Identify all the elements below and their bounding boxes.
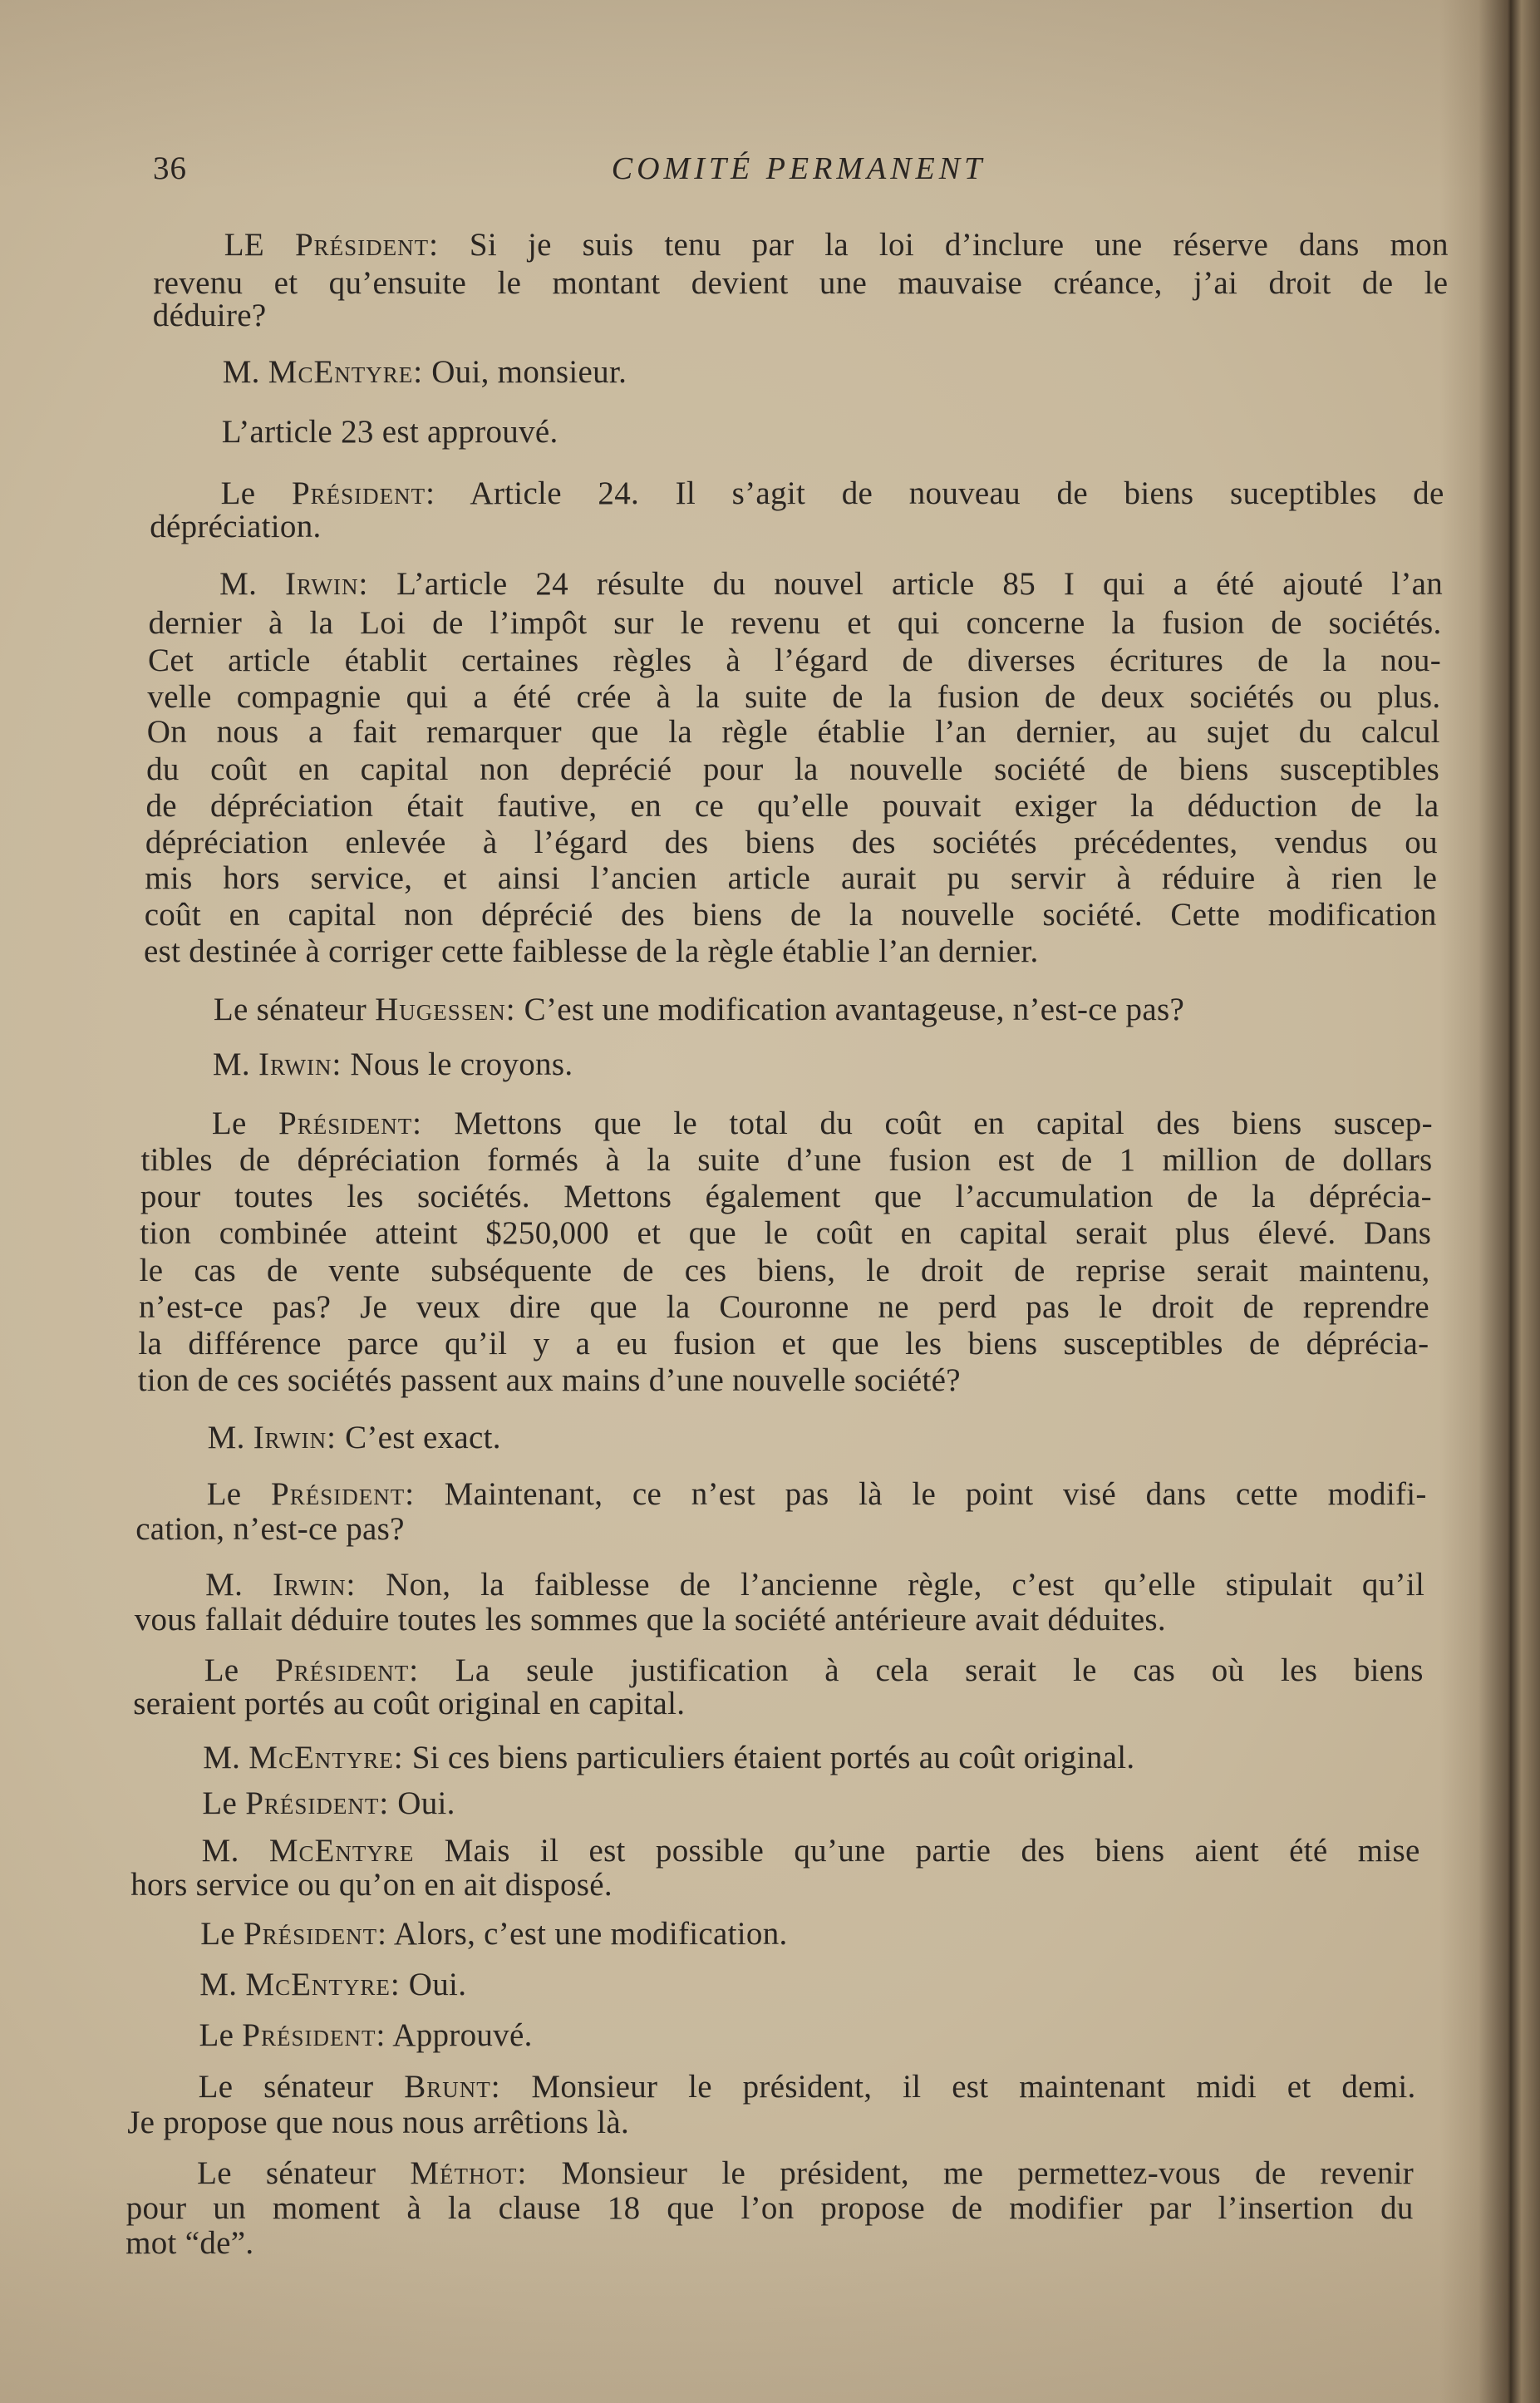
line-text: Oui. bbox=[408, 1966, 467, 2002]
speaker-name: McEntyre bbox=[268, 1833, 415, 1869]
paragraph-first-line bbox=[208, 1420, 1428, 1456]
text-line bbox=[133, 1686, 1422, 1722]
speaker-name: McEntyre: bbox=[245, 1966, 401, 2002]
paragraph-first-line bbox=[212, 1105, 1433, 1142]
speaker-name: McEntyre: bbox=[268, 354, 424, 390]
text-line bbox=[145, 897, 1437, 933]
line-content bbox=[200, 1916, 787, 1952]
paragraph-first-line bbox=[197, 2155, 1414, 2192]
line-text: Oui. bbox=[397, 1785, 455, 1822]
text-line bbox=[145, 860, 1437, 897]
speaker-prefix: Le bbox=[220, 475, 256, 511]
line-text: Maintenant, ce n’est pas là le point visé dans cette modifi- bbox=[444, 1475, 1427, 1512]
text-line bbox=[140, 1215, 1431, 1252]
speaker-prefix: M. bbox=[205, 1566, 244, 1603]
speaker-prefix: Le bbox=[204, 1652, 239, 1688]
line-content bbox=[135, 1602, 1166, 1638]
speaker-name: Irwin: bbox=[253, 1419, 337, 1455]
line-text: du coût en capital non deprécié pour la nouvelle société de biens susceptibles bbox=[146, 751, 1440, 787]
speaker-prefix: M. bbox=[199, 1966, 238, 2002]
line-text: Article 24. Il s’agit de nouveau de biens suceptibles de bbox=[470, 475, 1444, 511]
text-line bbox=[149, 605, 1442, 642]
paragraph-first-line bbox=[203, 1740, 1421, 1776]
text-line bbox=[127, 2105, 1415, 2141]
speaker-name: Irwin: bbox=[258, 1046, 342, 1083]
line-text: déduire? bbox=[152, 297, 267, 333]
line-content bbox=[203, 1740, 1134, 1776]
line-text: Alors, c’est une modification. bbox=[393, 1915, 788, 1952]
line-content bbox=[147, 714, 1440, 751]
line-text: coût en capital non déprécié des biens de la nouvelle société. Cette modification bbox=[144, 896, 1437, 933]
text-line bbox=[138, 1326, 1429, 1362]
text-line bbox=[135, 1602, 1424, 1638]
paragraph-first-line bbox=[199, 2017, 1417, 2054]
line-content bbox=[130, 1867, 613, 1903]
speaker-prefix: Le bbox=[199, 2016, 234, 2053]
text-line bbox=[153, 265, 1448, 302]
speaker-name: Président: bbox=[275, 1652, 420, 1688]
line-content bbox=[212, 1105, 1433, 1142]
line-text: La seule justification à cela serait le cas où les biens bbox=[455, 1652, 1424, 1688]
line-text: n’est-ce pas? Je veux dire que la Couronne ne perd pas le droit de reprendre bbox=[139, 1288, 1429, 1325]
line-text: cation, n’est-ce pas? bbox=[135, 1511, 405, 1548]
line-content bbox=[207, 1476, 1427, 1513]
line-text: Non, la faiblesse de l’ancienne règle, c’est qu’elle stipulait qu’il bbox=[386, 1566, 1425, 1603]
line-content bbox=[135, 1511, 405, 1548]
speaker-name: Hugessen: bbox=[375, 992, 516, 1028]
line-text: Oui, monsieur. bbox=[431, 354, 627, 390]
speaker-prefix: Le sénateur bbox=[198, 2069, 374, 2105]
line-content bbox=[153, 298, 267, 334]
line-content bbox=[141, 1142, 1433, 1179]
paragraph-first-line bbox=[204, 1652, 1424, 1689]
text-line bbox=[148, 643, 1441, 679]
line-text: Cet article établit certaines règles à l’égard de diverses écritures de la nou- bbox=[148, 642, 1441, 678]
speaker-name: Président: bbox=[278, 1105, 423, 1141]
page-number: 36 bbox=[153, 150, 187, 186]
line-content bbox=[144, 933, 1039, 970]
line-content bbox=[205, 1567, 1424, 1603]
line-text: tion combinée atteint $250,000 et que le coût en capital serait plus élevé. Dans bbox=[140, 1215, 1432, 1252]
line-content bbox=[204, 1652, 1424, 1689]
line-text: L’article 24 résulte du nouvel article 85 I qui a été ajouté l’an bbox=[396, 565, 1444, 602]
line-content bbox=[125, 2225, 253, 2262]
line-text: dépréciation. bbox=[150, 509, 322, 545]
paragraph-first-line bbox=[221, 475, 1444, 512]
line-text: hors service ou qu’on en ait disposé. bbox=[130, 1866, 613, 1903]
paragraph-first-line bbox=[213, 1046, 1434, 1083]
line-text: C’est exact. bbox=[345, 1419, 501, 1455]
line-content bbox=[150, 509, 321, 545]
text-line bbox=[147, 679, 1440, 716]
paragraph-first-line bbox=[207, 1476, 1427, 1513]
text-line bbox=[145, 825, 1438, 861]
line-content bbox=[140, 1253, 1430, 1289]
speaker-name: Brunt: bbox=[404, 2069, 501, 2105]
line-text: C’est une modification avantageuse, n’est-ce pas? bbox=[524, 992, 1185, 1028]
line-content bbox=[147, 679, 1440, 716]
line-text: Mais il est possible qu’une partie des biens aient été mise bbox=[444, 1833, 1420, 1869]
line-content bbox=[146, 788, 1439, 825]
line-content bbox=[140, 1179, 1432, 1215]
text-line bbox=[130, 1867, 1419, 1903]
line-text: la différence parce qu’il y a eu fusion et que les biens susceptibles de déprécia- bbox=[138, 1326, 1429, 1362]
speaker-prefix: M. bbox=[203, 1739, 241, 1775]
speaker-name: Irwin: bbox=[284, 565, 369, 602]
text-line bbox=[147, 714, 1440, 751]
paragraph-first-line bbox=[200, 1916, 1418, 1952]
line-text: dépréciation enlevée à l’égard des biens des sociétés précédentes, vendus ou bbox=[145, 825, 1438, 861]
line-content bbox=[221, 475, 1444, 512]
speaker-name: Méthot: bbox=[410, 2154, 528, 2191]
text-line bbox=[135, 1511, 1425, 1548]
running-head: COMITÉ PERMANENT bbox=[611, 151, 986, 186]
text-line bbox=[140, 1253, 1430, 1289]
line-content bbox=[145, 825, 1438, 861]
speaker-prefix: LE bbox=[224, 227, 265, 263]
speaker-prefix: M. bbox=[219, 565, 258, 602]
line-content bbox=[197, 2155, 1414, 2192]
speaker-name: Irwin: bbox=[272, 1566, 357, 1603]
line-content bbox=[202, 1785, 455, 1822]
speaker-name: Président: bbox=[245, 1785, 390, 1822]
line-text: dernier à la Loi de l’impôt sur le revenu et qui concerne la fusion de sociétés. bbox=[148, 605, 1442, 642]
paragraph-first-line bbox=[223, 354, 1447, 391]
line-text: Je propose que nous nous arrêtions là. bbox=[127, 2104, 630, 2140]
line-content bbox=[199, 1967, 466, 2003]
text-line bbox=[150, 509, 1444, 545]
line-content bbox=[222, 414, 558, 451]
speaker-name: Président: bbox=[242, 2016, 386, 2053]
line-text: pour toutes les sociétés. Mettons également que l’accumulation de la déprécia- bbox=[140, 1179, 1432, 1214]
speaker-prefix: M. bbox=[222, 354, 260, 390]
speaker-prefix: Le sénateur bbox=[197, 2154, 376, 2191]
text-line bbox=[146, 788, 1439, 825]
text-line bbox=[126, 2190, 1414, 2227]
paragraph-first-line bbox=[224, 227, 1449, 263]
line-text: est destinée à corriger cette faiblesse de la règle établie l’an dernier. bbox=[144, 933, 1039, 969]
paragraph-first-line bbox=[199, 2069, 1416, 2105]
line-content bbox=[213, 1046, 573, 1083]
line-text: tion de ces sociétés passent aux mains d’une nouvelle société? bbox=[137, 1362, 961, 1399]
line-content bbox=[126, 2190, 1414, 2227]
line-text: pour un moment à la clause 18 que l’on propose de modifier par l’insertion du bbox=[125, 2189, 1414, 2226]
line-text: vous fallait déduire toutes les sommes que la société antérieure avait déduites. bbox=[134, 1601, 1166, 1637]
line-text: velle compagnie qui a été crée à la suite de la fusion de deux sociétés ou plus. bbox=[147, 678, 1441, 715]
text-line bbox=[141, 1142, 1433, 1179]
text-line bbox=[144, 933, 1436, 970]
paragraph-first-line bbox=[222, 414, 1446, 451]
line-content bbox=[140, 1215, 1431, 1252]
line-text: Approuvé. bbox=[392, 2016, 533, 2053]
line-content bbox=[145, 897, 1437, 933]
line-content bbox=[133, 1686, 685, 1722]
paragraph-first-line bbox=[202, 1785, 1420, 1822]
line-content bbox=[138, 1326, 1429, 1362]
line-content bbox=[224, 227, 1449, 263]
speaker-prefix: Le sénateur bbox=[213, 992, 367, 1028]
speaker-name: McEntyre: bbox=[248, 1739, 404, 1775]
line-text: Si ces biens particuliers étaient portés au coût original. bbox=[411, 1739, 1135, 1775]
line-text: tibles de dépréciation formés à la suite d’une fusion est de 1 million de dollars bbox=[140, 1141, 1433, 1178]
speaker-name: Président: bbox=[291, 475, 435, 511]
line-content bbox=[153, 265, 1448, 302]
text-line bbox=[138, 1362, 1429, 1399]
speaker-prefix: M. bbox=[212, 1046, 250, 1083]
line-content bbox=[127, 2105, 629, 2141]
text-line bbox=[125, 2225, 1413, 2262]
line-text: Mettons que le total du coût en capital des biens suscep- bbox=[454, 1105, 1433, 1141]
line-content bbox=[214, 992, 1184, 1028]
paragraph-first-line bbox=[202, 1833, 1420, 1869]
text-line bbox=[153, 298, 1448, 334]
speaker-prefix: Le bbox=[200, 1915, 235, 1952]
line-content bbox=[148, 643, 1441, 679]
speaker-name: Président: bbox=[243, 1915, 388, 1952]
speaker-prefix: Le bbox=[202, 1785, 238, 1822]
speaker-prefix: M. bbox=[207, 1419, 245, 1455]
line-text: On nous a fait remarquer que la règle établie l’an dernier, au sujet du calcul bbox=[146, 714, 1440, 751]
line-text: Monsieur le président, me permettez-vous de revenir bbox=[561, 2154, 1415, 2191]
line-text: Si je suis tenu par la loi d’inclure une réserve dans mon bbox=[469, 227, 1449, 263]
line-content bbox=[199, 2017, 533, 2054]
line-text: de dépréciation était fautive, en ce qu’elle pouvait exiger la déduction de la bbox=[145, 787, 1439, 824]
line-content bbox=[199, 2069, 1416, 2105]
line-text: mis hors service, et ainsi l’ancien article aurait pu servir à réduire à rien le bbox=[145, 859, 1438, 896]
line-content bbox=[146, 751, 1439, 788]
line-text: revenu et qu’ensuite le montant devient une mauvaise créance, j’ai droit de le bbox=[153, 265, 1449, 302]
paragraph-first-line bbox=[214, 992, 1435, 1028]
line-text: le cas de vente subséquente de ces biens, le droit de reprise serait maintenu, bbox=[139, 1252, 1430, 1288]
line-content bbox=[139, 1289, 1429, 1326]
line-text: Nous le croyons. bbox=[350, 1046, 573, 1083]
line-text: L’article 23 est approuvé. bbox=[221, 413, 558, 450]
paragraph-first-line bbox=[219, 566, 1443, 603]
line-text: Monsieur le président, il est maintenant midi et demi. bbox=[531, 2069, 1416, 2105]
line-content bbox=[145, 860, 1437, 897]
speaker-name: Président: bbox=[271, 1475, 416, 1512]
speaker-prefix: M. bbox=[201, 1833, 239, 1869]
speaker-name: Président: bbox=[294, 227, 439, 263]
text-line bbox=[146, 751, 1439, 788]
text-line bbox=[140, 1179, 1432, 1215]
line-content bbox=[208, 1420, 501, 1456]
line-text: mot “de”. bbox=[125, 2225, 254, 2262]
line-content bbox=[149, 605, 1442, 642]
paragraph-first-line bbox=[199, 1967, 1417, 2003]
line-content bbox=[223, 354, 627, 391]
line-content bbox=[219, 566, 1443, 603]
line-text: seraient portés au coût original en capital. bbox=[133, 1686, 686, 1722]
speaker-prefix: Le bbox=[211, 1105, 247, 1141]
line-content bbox=[202, 1833, 1420, 1869]
line-content bbox=[138, 1362, 961, 1399]
speaker-prefix: Le bbox=[206, 1475, 242, 1512]
paragraph-first-line bbox=[205, 1567, 1424, 1603]
text-line bbox=[139, 1289, 1429, 1326]
